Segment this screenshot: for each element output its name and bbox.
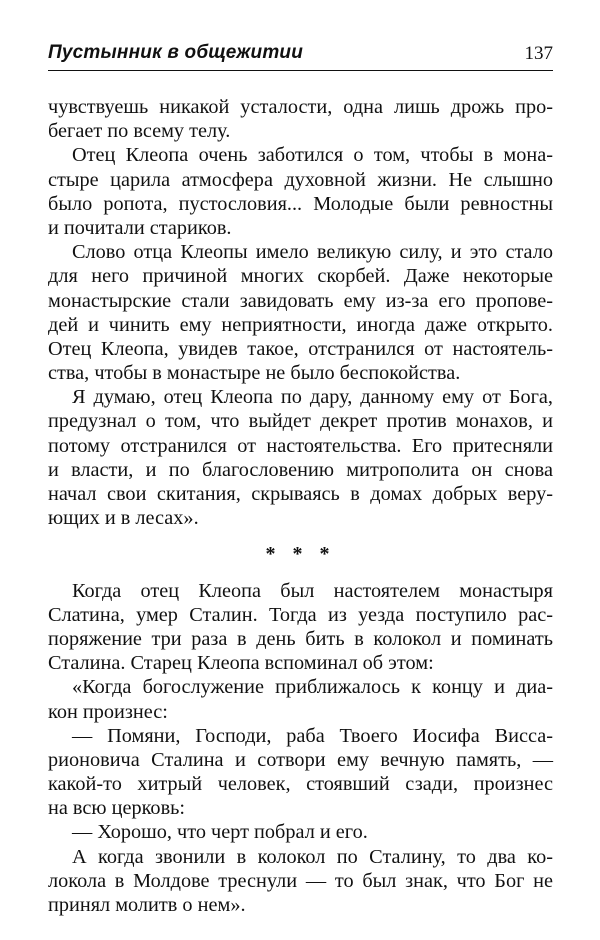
running-title: Пустынник в общежитии	[48, 42, 304, 63]
text-line: локола в Молдове треснули — то был знак, что Бог не	[48, 869, 553, 892]
page-number: 137	[524, 43, 553, 64]
text-line: монастырские стали завидовать ему из-за его пропове-	[48, 289, 553, 312]
paragraph	[48, 143, 553, 240]
paragraph	[48, 675, 553, 723]
text-line: чувствуешь никакой усталости, одна лишь дрожь про-	[48, 96, 553, 118]
text-line: Слово отца Клеопы имело великую силу, и это стало	[72, 241, 553, 264]
text-line: рионовича Сталина и сотвори ему вечную память, —	[48, 748, 553, 771]
text-line: «Когда богослужение приближалось к концу и диа-	[72, 676, 553, 699]
paragraph	[48, 724, 553, 821]
paragraph	[48, 845, 553, 918]
text-line: Отец Клеопа очень заботился о том, чтобы в мона-	[72, 144, 553, 167]
running-header	[48, 40, 553, 71]
text-line: А когда звонили в колокол по Сталину, то два ко-	[72, 845, 553, 868]
text-line: какой-то хитрый человек, стоявший сзади, произнес	[48, 773, 553, 796]
text-line: потому отстранился от настоятельства. Его притесняли	[48, 434, 553, 457]
paragraph	[48, 820, 553, 844]
text-line: поряжение три раза в день бить в колокол и поминать	[48, 627, 553, 650]
book-page	[48, 40, 553, 917]
text-line: стыре царила атмосфера духовной жизни. Не слышно	[48, 168, 553, 191]
body-text	[48, 95, 553, 917]
text-line: бегает по всему телу.	[48, 120, 231, 143]
text-line: было ропота, пустословия... Молодые были ревностны	[48, 192, 553, 215]
text-line: Отец Клеопа, увидев такое, отстранился от настоятель-	[48, 337, 553, 360]
text-line: принял молитв о нем».	[48, 894, 246, 916]
paragraph	[48, 240, 553, 385]
text-line: и почитали стариков.	[48, 216, 232, 239]
text-line: кон произнес:	[48, 700, 168, 723]
text-line: дей и чинить ему неприятности, иногда даже открыто.	[48, 313, 553, 336]
text-line: начал свои скитания, скрываясь в домах добрых веру-	[48, 483, 553, 505]
text-line: Когда отец Клеопа был настоятелем монастыря	[72, 579, 553, 602]
text-line: ющих и в лесах».	[48, 507, 199, 530]
text-line: ства, чтобы в монастыре не было беспокойства.	[48, 362, 461, 385]
text-line: и власти, и по благословению митрополита он снова	[48, 458, 553, 481]
paragraph	[48, 385, 553, 530]
text-line: — Помяни, Господи, раба Твоего Иосифа Висса-	[72, 724, 553, 747]
paragraph	[48, 95, 553, 143]
text-line: Я думаю, отец Клеопа по дару, данному ему от Бога,	[72, 386, 553, 409]
paragraph	[48, 579, 553, 676]
text-line: предузнал о том, что выйдет декрет против монахов, и	[48, 410, 553, 433]
text-line: для него причиной многих скорбей. Даже некоторые	[48, 265, 553, 288]
text-line: — Хорошо, что черт побрал и его.	[72, 821, 368, 844]
text-line: Слатина, умер Сталин. Тогда из уезда поступило рас-	[48, 603, 553, 626]
section-separator: * * *	[265, 543, 336, 566]
text-line: Сталина. Старец Клеопа вспоминал об этом:	[48, 652, 434, 675]
text-line: на всю церковь:	[48, 797, 186, 820]
